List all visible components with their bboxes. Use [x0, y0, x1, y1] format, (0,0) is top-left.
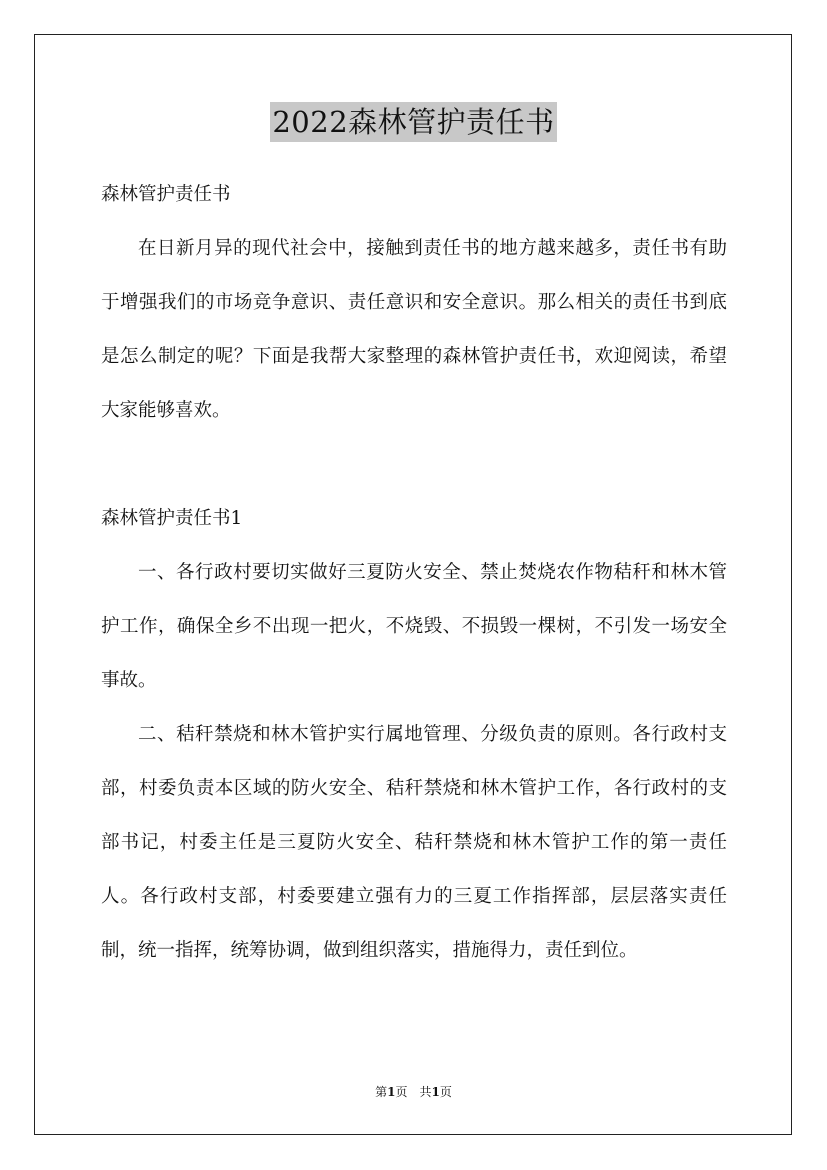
paragraph-2: 二、秸秆禁烧和林木管护实行属地管理、分级负责的原则。各行政村支部，村委负责本区域的防火安全、秸秆禁烧和林木管护工作，各行政村的支部书记，村委主任是三夏防火安全、秸秆禁烧和林木管护工作的第一责任人。各行政村支部，村委要建立强有力的三夏工作指挥部，层层落实责任制，统一指挥，统筹协调，做到组织落实，措施得力，责任到位。: [101, 724, 727, 961]
footer-page-total: 1: [431, 1085, 440, 1099]
paragraph-1: 一、各行政村要切实做好三夏防火安全、禁止焚烧农作物秸秆和林木管护工作，确保全乡不出现一把火，不烧毁、不损毁一棵树，不引发一场安全事故。: [101, 562, 727, 691]
footer-page-mid: 页 共: [395, 1085, 432, 1099]
footer-page-current: 1: [387, 1085, 396, 1099]
section-heading: 森林管护责任书1: [101, 508, 243, 529]
footer-page-prefix: 第: [375, 1085, 388, 1099]
document-title: 2022森林管护责任书: [270, 102, 556, 142]
document-body: [101, 168, 727, 978]
document-subtitle: 森林管护责任书: [101, 184, 231, 205]
title-container: [0, 102, 827, 142]
footer-page-suffix: 页: [439, 1085, 452, 1099]
intro-paragraph: 在日新月异的现代社会中，接触到责任书的地方越来越多，责任书有助于增强我们的市场竞争意识、责任意识和安全意识。那么相关的责任书到底是怎么制定的呢？下面是我帮大家整理的森林管护责任书，欢迎阅读，希望大家能够喜欢。: [101, 238, 727, 421]
paragraph-spacer: [101, 438, 727, 492]
page-footer: [0, 1084, 827, 1100]
